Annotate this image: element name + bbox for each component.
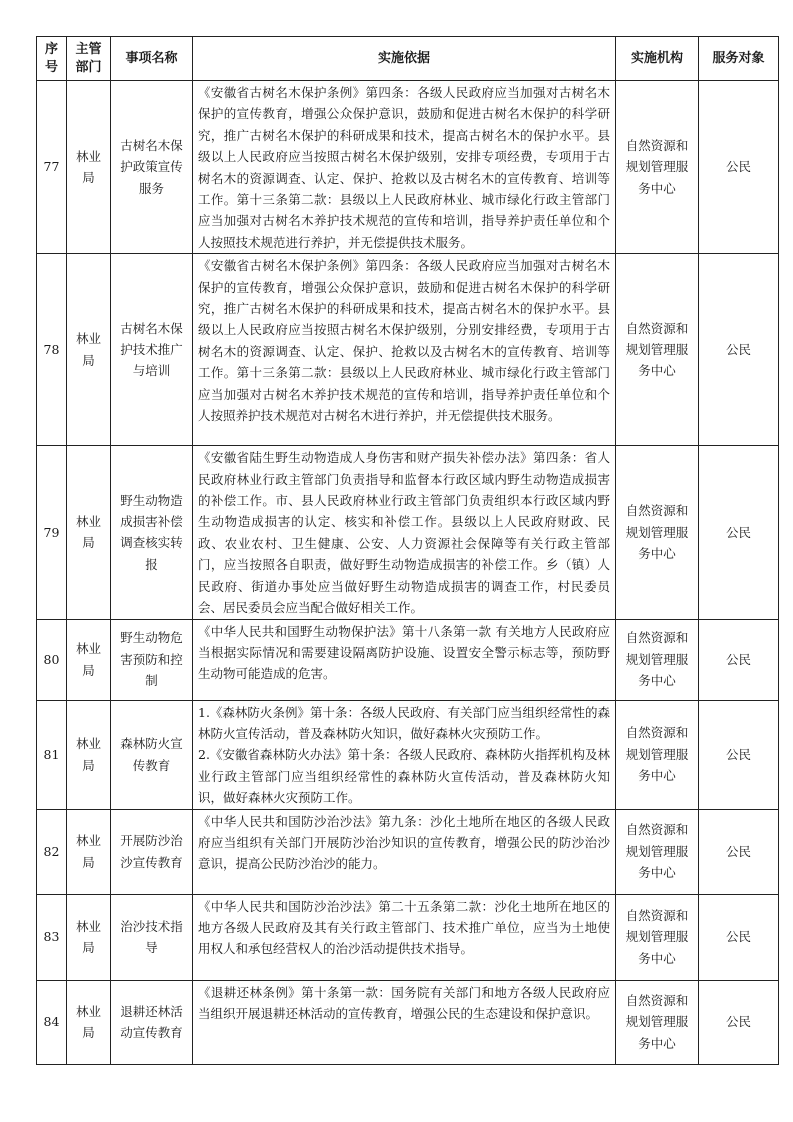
- table-header-row: [37, 37, 779, 81]
- cell-basis: [193, 446, 616, 619]
- cell-dept: 林业局: [67, 809, 111, 894]
- cell-item: 野生动物危害预防和控制: [111, 619, 193, 700]
- cell-target: 公民: [699, 980, 779, 1064]
- cell-basis: [193, 619, 616, 700]
- cell-item: 森林防火宣传教育: [111, 700, 193, 809]
- basis-line: 《中华人民共和国野生动物保护法》第十八条第一款 有关地方人民政府应当根据实际情况和需要建设隔离防护设施、设置安全警示标志等，预防野生动物可能造成的危害。: [198, 623, 610, 682]
- table-row: [37, 81, 779, 254]
- cell-target: 公民: [699, 81, 779, 254]
- table-row: [37, 254, 779, 446]
- cell-seq: 79: [37, 446, 67, 619]
- table-row: [37, 980, 779, 1064]
- cell-item: 古树名木保护技术推广与培训: [111, 254, 193, 446]
- header-basis: 实施依据: [193, 37, 616, 81]
- cell-target: 公民: [699, 254, 779, 446]
- cell-dept: 林业局: [67, 894, 111, 980]
- document-page: [36, 36, 778, 1065]
- cell-seq: 82: [37, 809, 67, 894]
- cell-seq: 81: [37, 700, 67, 809]
- table-row: [37, 809, 779, 894]
- cell-basis: [193, 81, 616, 254]
- service-items-table: [36, 36, 779, 1065]
- cell-seq: 80: [37, 619, 67, 700]
- table-row: [37, 700, 779, 809]
- table-body: [37, 81, 779, 1065]
- cell-seq: 83: [37, 894, 67, 980]
- cell-seq: 78: [37, 254, 67, 446]
- table-row: [37, 894, 779, 980]
- cell-dept: 林业局: [67, 619, 111, 700]
- cell-org: 自然资源和规划管理服务中心: [616, 254, 699, 446]
- cell-target: 公民: [699, 894, 779, 980]
- cell-dept: 林业局: [67, 81, 111, 254]
- cell-dept: 林业局: [67, 446, 111, 619]
- cell-basis: [193, 700, 616, 809]
- basis-line: 《安徽省陆生野生动物造成人身伤害和财产损失补偿办法》第四条：省人民政府林业行政主管部门负责指导和监督本行政区域内野生动物造成损害的补偿工作。市、县人民政府林业行政主管部门负责组织本行政区域内野生动物造成损害的认定、核实和补偿工作。县级以上人民政府财政、民政、农业农村、卫生健康、公安、人力资源社会保障等有关行政主管部门，应当按照各自职责，做好野生动物造成损害的补偿工作。乡（镇）人民政府、街道办事处应当做好野生动物造成损害的调查工作，村民委员会、居民委员会应当配合做好相关工作。: [198, 450, 610, 616]
- cell-org: 自然资源和规划管理服务中心: [616, 81, 699, 254]
- cell-item: 开展防沙治沙宣传教育: [111, 809, 193, 894]
- cell-basis: [193, 980, 616, 1064]
- table-row: [37, 619, 779, 700]
- header-seq: 序号: [37, 37, 67, 81]
- basis-line: 《安徽省古树名木保护条例》第四条：各级人民政府应当加强对古树名木保护的宣传教育，增强公众保护意识，鼓励和促进古树名木保护的科学研究，推广古树名木保护的科研成果和技术，提高古树名木的保护水平。县级以上人民政府应当按照古树名木保护级别，安排专项经费，专项用于古树名木的资源调查、认定、保护、抢救以及古树名木的宣传教育、培训等工作。第十三条第二款：县级以上人民政府林业、城市绿化行政主管部门应当加强对古树名木养护技术规范的宣传和培训，指导养护责任单位和个人按照技术规范进行养护，并无偿提供技术服务。: [198, 85, 610, 250]
- cell-target: 公民: [699, 700, 779, 809]
- cell-item: 退耕还林活动宣传教育: [111, 980, 193, 1064]
- header-org: 实施机构: [616, 37, 699, 81]
- cell-org: 自然资源和规划管理服务中心: [616, 894, 699, 980]
- cell-dept: 林业局: [67, 700, 111, 809]
- basis-line: 《退耕还林条例》第十条第一款：国务院有关部门和地方各级人民政府应当组织开展退耕还林活动的宣传教育，增强公民的生态建设和保护意识。: [198, 984, 610, 1021]
- header-target: 服务对象: [699, 37, 779, 81]
- cell-item: 古树名木保护政策宣传服务: [111, 81, 193, 254]
- cell-target: 公民: [699, 446, 779, 619]
- basis-line: 1.《森林防火条例》第十条：各级人民政府、有关部门应当组织经常性的森林防火宣传活动，普及森林防火知识，做好森林火灾预防工作。: [198, 704, 610, 741]
- cell-org: 自然资源和规划管理服务中心: [616, 700, 699, 809]
- cell-org: 自然资源和规划管理服务中心: [616, 980, 699, 1064]
- header-item: 事项名称: [111, 37, 193, 81]
- cell-dept: 林业局: [67, 254, 111, 446]
- cell-org: 自然资源和规划管理服务中心: [616, 619, 699, 700]
- cell-item: 野生动物造成损害补偿调查核实转报: [111, 446, 193, 619]
- cell-seq: 84: [37, 980, 67, 1064]
- cell-basis: [193, 894, 616, 980]
- cell-item: 治沙技术指导: [111, 894, 193, 980]
- basis-line: 《中华人民共和国防沙治沙法》第二十五条第二款：沙化土地所在地区的地方各级人民政府及其有关行政主管部门、技术推广单位，应当为土地使用权人和承包经营权人的治沙活动提供技术指导。: [198, 898, 610, 957]
- cell-target: 公民: [699, 619, 779, 700]
- header-dept: 主管部门: [67, 37, 111, 81]
- cell-basis: [193, 809, 616, 894]
- table-row: [37, 446, 779, 619]
- cell-org: 自然资源和规划管理服务中心: [616, 809, 699, 894]
- basis-line: 《安徽省古树名木保护条例》第四条：各级人民政府应当加强对古树名木保护的宣传教育，增强公众保护意识，鼓励和促进古树名木保护的科学研究，推广古树名木保护的科研成果和技术，提高古树名木的保护水平。县级以上人民政府应当按照古树名木保护级别，分别安排经费，专项用于古树名木的资源调查、认定、保护、抢救以及古树名木的宣传教育、培训等工作。第十三条第二款：县级以上人民政府林业、城市绿化行政主管部门应当加强对古树名木养护技术规范的宣传和培训，指导养护责任单位和个人按照养护技术规范对古树名木进行养护，并无偿提供技术服务。: [198, 258, 610, 424]
- cell-dept: 林业局: [67, 980, 111, 1064]
- cell-basis: [193, 254, 616, 446]
- cell-org: 自然资源和规划管理服务中心: [616, 446, 699, 619]
- basis-line: 2.《安徽省森林防火办法》第十条：各级人民政府、森林防火指挥机构及林业行政主管部门应当组织经常性的森林防火宣传活动，普及森林防火知识，做好森林火灾预防工作。: [198, 747, 610, 806]
- basis-line: 《中华人民共和国防沙治沙法》第九条：沙化土地所在地区的各级人民政府应当组织有关部门开展防沙治沙知识的宣传教育，增强公民的防沙治沙意识，提高公民防沙治沙的能力。: [198, 813, 610, 872]
- cell-target: 公民: [699, 809, 779, 894]
- cell-seq: 77: [37, 81, 67, 254]
